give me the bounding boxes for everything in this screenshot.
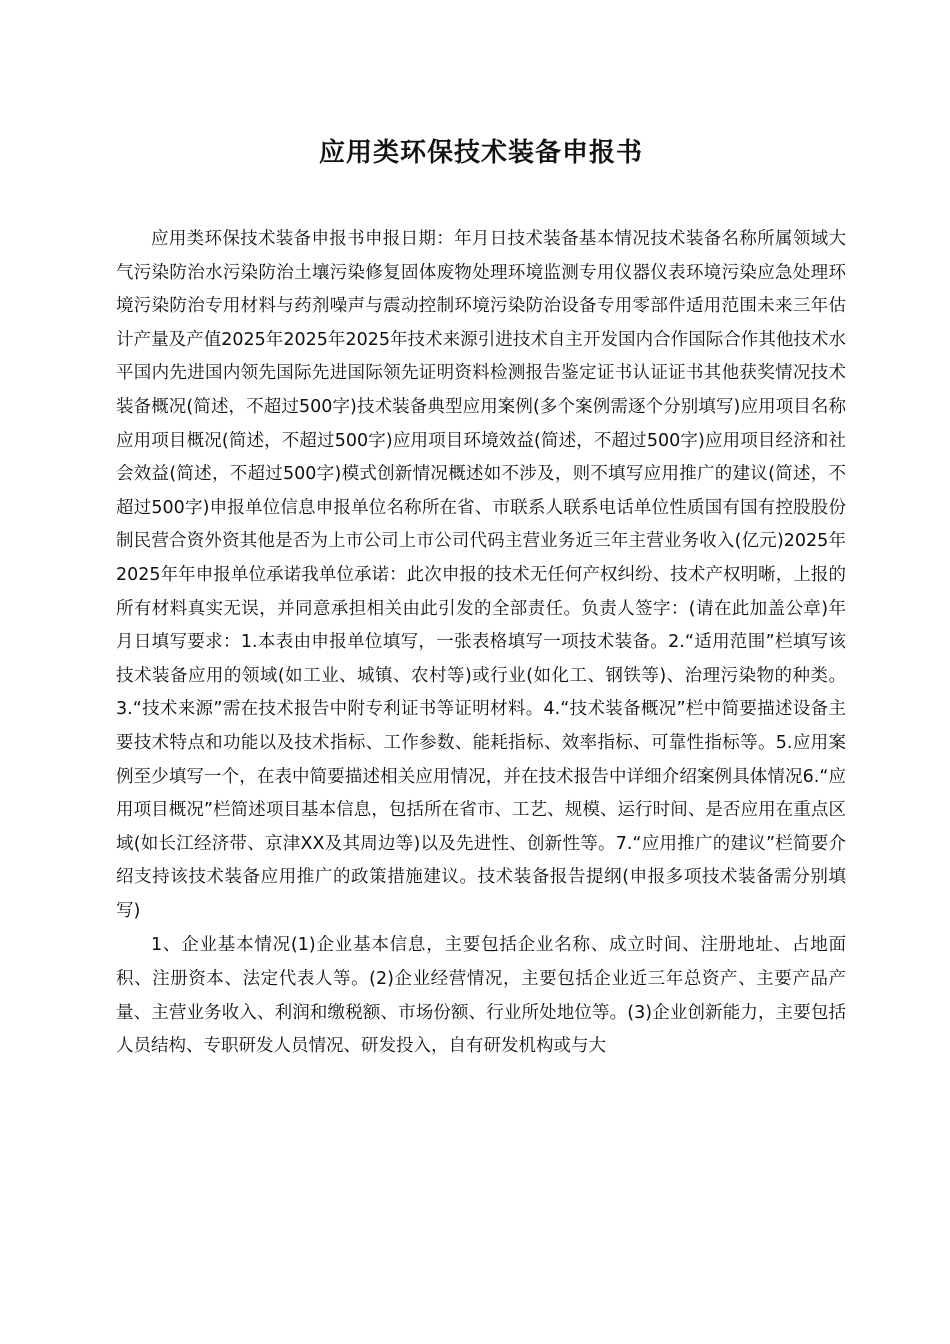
body-paragraph: 应用类环保技术装备申报书申报日期：年月日技术装备基本情况技术装备名称所属领域大气污染防治水污染防治土壤污染修复固体废物处理环境监测专用仪器仪表环境污染应急处理环境污染防治专用材料与药剂噪声与震动控制环境污染防治设备专用零部件适用范围未来三年估计产量及产值2025年2025年2025年技术来源引进技术自主开发国内合作国际合作其他技术水平国内先进国内领先国际先进国际领先证明资料检测报告鉴定证书认证证书其他获奖情况技术装备概况(简述，不超过500字)技术装备典型应用案例(多个案例需逐个分别填写)应用项目名称应用项目概况(简述，不超过500字)应用项目环境效益(简述，不超过500字)应用项目经济和社会效益(简述，不超过500字)模式创新情况概述如不涉及，则不填写应用推广的建议(简述，不超过500字)申报单位信息申报单位名称所在省、市联系人联系电话单位性质国有国有控股股份制民营合资外资其他是否为上市公司上市公司代码主营业务近三年主营业务收入(亿元)2025年2025年年申报单位承诺我单位承诺：此次申报的技术无任何产权纠纷、技术产权明晰，上报的所有材料真实无误，并同意承担相关由此引发的全部责任。负责人签字：(请在此加盖公章)年月日填写要求：1.本表由申报单位填写，一张表格填写一项技术装备。2.“适用范围”栏填写该技术装备应用的领域(如工业、城镇、农村等)或行业(如化工、钢铁等)、治理污染物的种类。3.“技术来源”需在技术报告中附专利证书等证明材料。4.“技术装备概况”栏中简要描述设备主要技术特点和功能以及技术指标、工作参数、能耗指标、效率指标、可靠性指标等。5.应用案例至少填写一个，在表中简要描述相关应用情况，并在技术报告中详细介绍案例具体情况6.“应用项目概况”栏简述项目基本信息，包括所在省市、工艺、规模、运行时间、是否应用在重点区域(如长江经济带、京津XX及其周边等)以及先进性、创新性等。7.“应用推广的建议”栏简要介绍支持该技术装备应用推广的政策措施建议。技术装备报告提纲(申报多项技术装备需分别填写) (116, 229, 846, 921)
document-body (116, 223, 846, 1064)
document-title: 应用类环保技术装备申报书 (318, 138, 643, 168)
body-paragraph: 1、企业基本情况(1)企业基本信息，主要包括企业名称、成立时间、注册地址、占地面积、注册资本、法定代表人等。(2)企业经营情况，主要包括企业近三年总资产、主要产品产量、主营业务收入、利润和缴税额、市场份额、行业所处地位等。(3)企业创新能力，主要包括人员结构、专职研发人员情况、研发投入，自有研发机构或与大 (116, 935, 846, 1057)
